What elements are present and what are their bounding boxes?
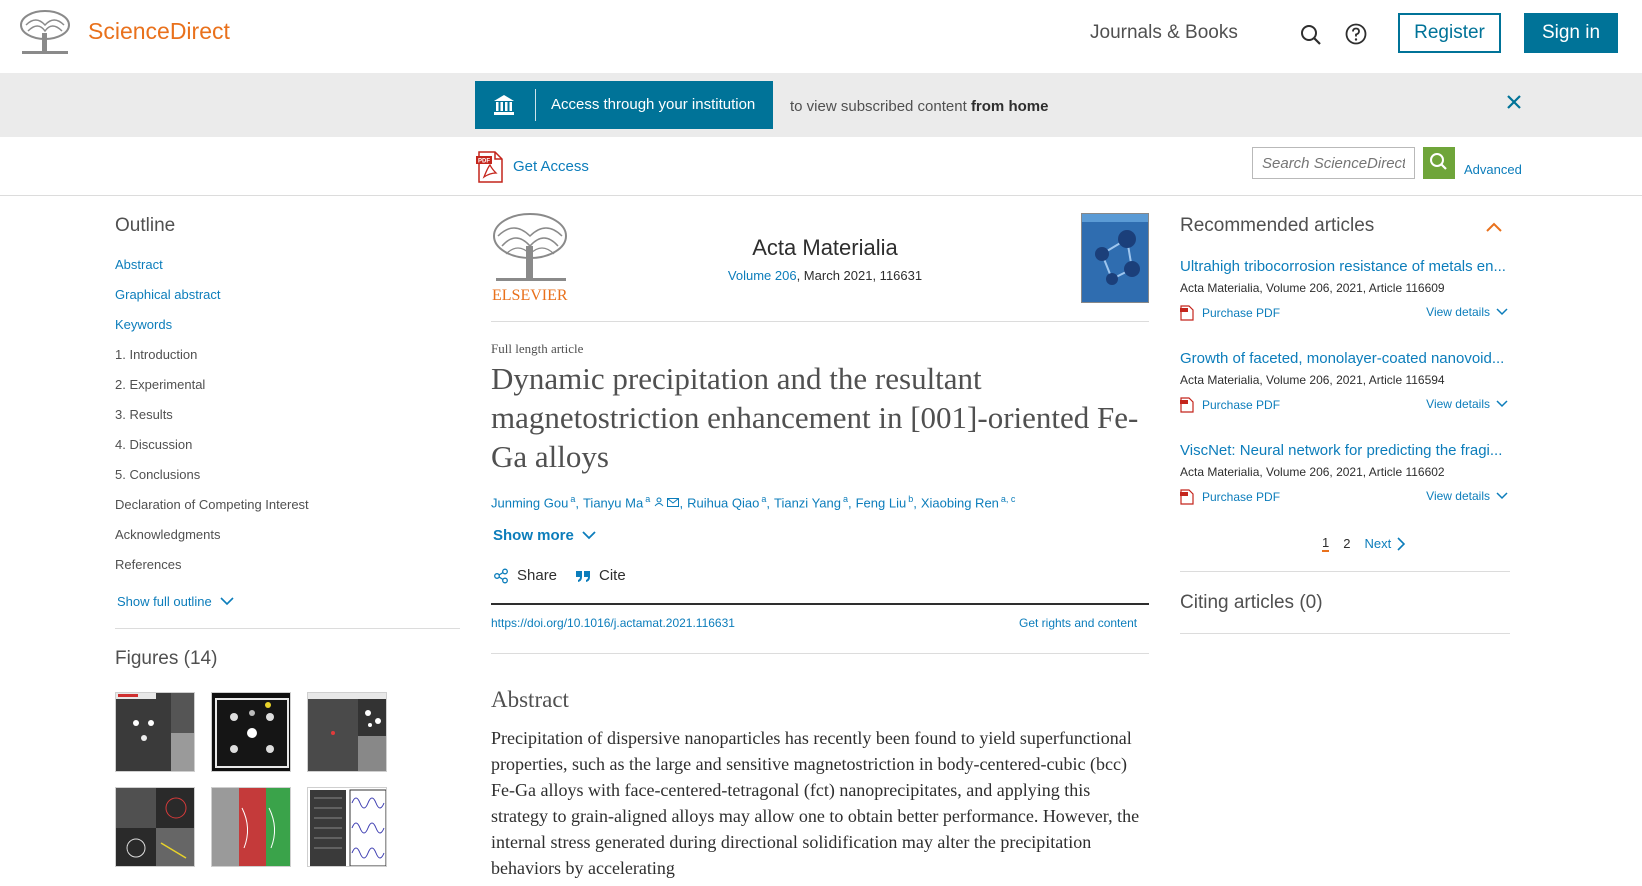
journal-cover-image[interactable]	[1081, 213, 1149, 303]
purchase-pdf-label: Purchase PDF	[1202, 306, 1281, 320]
banner-text-bold: from home	[970, 98, 1049, 115]
journal-cover-graphic	[1082, 214, 1149, 303]
journals-books-link[interactable]: Journals & Books	[1090, 22, 1238, 43]
recommended-article	[1180, 442, 1510, 509]
advanced-search-link[interactable]: Advanced	[1464, 162, 1522, 177]
recommended-divider	[1180, 571, 1510, 572]
banner-text	[790, 98, 1048, 115]
outline-item-competing-interest[interactable]: Declaration of Competing Interest	[115, 497, 309, 512]
outline-item-experimental[interactable]: 2. Experimental	[115, 377, 206, 392]
institution-icon	[492, 93, 516, 117]
figure-thumbnail[interactable]	[211, 787, 291, 867]
author-name: Tianyu Ma	[582, 495, 644, 511]
outline-item-introduction[interactable]: 1. Introduction	[115, 347, 198, 362]
outline-item-references[interactable]: References	[115, 557, 182, 572]
author-link[interactable]	[921, 494, 1016, 510]
institution-banner	[0, 73, 1642, 137]
article-toolbar	[0, 137, 1642, 196]
figure-thumbnail[interactable]	[211, 692, 291, 772]
abstract-heading: Abstract	[491, 687, 569, 712]
recommended-article-actions	[1180, 489, 1510, 509]
issue-date: , March 2021, 116631	[796, 268, 923, 283]
author-link[interactable]: Tianzi Yang $^a$,	[774, 494, 852, 511]
author-name: Feng Liu	[855, 495, 907, 511]
pdf-icon	[1180, 397, 1194, 413]
view-details-button[interactable]	[1426, 489, 1508, 503]
purchase-pdf-link[interactable]	[1180, 489, 1280, 505]
recommended-article-title[interactable]: Ultrahigh tribocorrosion resistance of metals en...	[1180, 258, 1506, 275]
recommended-pagination	[1322, 535, 1405, 552]
author-affiliation: a, c	[1000, 494, 1016, 504]
email-icon	[667, 498, 679, 507]
outline-divider	[115, 628, 460, 629]
view-details-label: View details	[1426, 489, 1490, 503]
chevron-down-icon	[1496, 308, 1508, 316]
author-list	[491, 494, 1015, 510]
outline-item-conclusions[interactable]: 5. Conclusions	[115, 467, 201, 482]
sign-in-button[interactable]: Sign in	[1524, 13, 1618, 53]
author-link[interactable]: Ruihua Qiao $^a$,	[687, 494, 770, 511]
doi-divider	[491, 603, 1149, 605]
outline-list	[115, 256, 309, 586]
figure-1-image	[116, 693, 195, 772]
show-more-label: Show more	[493, 527, 574, 544]
recommended-article-title[interactable]: ViscNet: Neural network for predicting the fragi...	[1180, 442, 1503, 459]
outline-item-keywords[interactable]: Keywords	[115, 317, 173, 332]
outline-item-abstract[interactable]: Abstract	[115, 257, 163, 272]
person-icon	[654, 497, 664, 507]
chevron-right-icon	[1397, 537, 1405, 551]
share-icon	[493, 568, 509, 584]
article-title: Dynamic precipitation and the resultant magnetostriction enhancement in [001]-oriented Fe-Ga alloys	[491, 361, 1139, 474]
help-icon[interactable]	[1345, 23, 1367, 45]
show-more-button[interactable]	[493, 527, 596, 544]
figure-thumbnail[interactable]	[307, 787, 387, 867]
author-name: Junming Gou	[491, 495, 569, 511]
doi-link[interactable]: https://doi.org/10.1016/j.actamat.2021.116631	[491, 616, 735, 630]
recommended-article-actions	[1180, 397, 1510, 417]
recommended-article-source: Acta Materialia, Volume 206, 2021, Article 116602	[1180, 465, 1445, 479]
recommended-article-title[interactable]: Growth of faceted, monolayer-coated nanovoid...	[1180, 350, 1505, 367]
journal-issue-info	[490, 268, 1160, 283]
search-icon[interactable]	[1300, 24, 1322, 46]
recommended-heading: Recommended articles	[1180, 215, 1375, 236]
svg-text:PDF: PDF	[478, 158, 490, 165]
search-input[interactable]	[1252, 147, 1415, 179]
next-page-button[interactable]	[1364, 536, 1405, 551]
share-label: Share	[517, 567, 558, 584]
citing-articles-heading[interactable]: Citing articles (0)	[1180, 592, 1323, 613]
show-full-outline-button[interactable]	[117, 594, 234, 609]
figures-heading: Figures (14)	[115, 648, 218, 669]
pdf-icon[interactable]	[476, 151, 504, 183]
purchase-pdf-link[interactable]	[1180, 397, 1280, 413]
show-full-outline-label: Show full outline	[117, 594, 212, 609]
author-affiliation: a	[842, 494, 848, 504]
view-details-label: View details	[1426, 397, 1490, 411]
abstract-divider	[491, 653, 1149, 654]
purchase-pdf-link[interactable]	[1180, 305, 1280, 321]
view-details-label: View details	[1426, 305, 1490, 319]
purchase-pdf-label: Purchase PDF	[1202, 490, 1281, 504]
journal-title[interactable]: Acta Materialia	[752, 235, 898, 260]
chevron-down-icon	[1496, 400, 1508, 408]
author-link[interactable]: Feng Liu $^b$,	[855, 494, 917, 511]
pdf-icon	[1180, 489, 1194, 505]
author-name: Ruihua Qiao	[687, 495, 760, 511]
figure-thumbnail[interactable]	[307, 692, 387, 772]
purchase-pdf-label: Purchase PDF	[1202, 398, 1281, 412]
author-affiliation: a	[570, 494, 576, 504]
citing-divider	[1180, 633, 1510, 634]
outline-heading: Outline	[115, 215, 176, 236]
figure-5-image	[212, 788, 291, 867]
cite-label: Cite	[599, 567, 626, 584]
quote-icon	[575, 569, 591, 583]
outline-item-graphical-abstract[interactable]: Graphical abstract	[115, 287, 221, 302]
chevron-up-icon[interactable]	[1485, 220, 1503, 234]
get-rights-link[interactable]: Get rights and content	[1019, 616, 1138, 630]
author-name: Tianzi Yang	[774, 495, 841, 511]
abstract-text: Precipitation of dispersive nanoparticles has recently been found to yield superfunctional properties, such as the large and sensitive magnetostriction in body-centered-cubic (bcc) Fe-Ga alloys with face-centered-tetragonal (fct) nanoprecipitates, and applying this strategy to grain-aligned alloys may allow one to obtain better performance. However, the internal stress generated during directional solidification may alter the precipitation behaviors by accelerating	[491, 728, 1140, 878]
recommended-article-actions	[1180, 305, 1510, 325]
author-link[interactable]: Tianyu Ma $^a$ ,	[582, 494, 684, 511]
figure-thumbnail[interactable]	[115, 787, 195, 867]
figure-thumbnail[interactable]	[115, 692, 195, 772]
recommended-article	[1180, 258, 1510, 325]
share-button[interactable]	[493, 567, 557, 584]
access-institution-label: Access through your institution	[551, 96, 756, 113]
figure-6-image	[308, 788, 387, 867]
outline-item-results[interactable]: 3. Results	[115, 407, 173, 422]
author-affiliation: a	[645, 494, 651, 504]
article-type: Full length article	[491, 341, 584, 356]
access-institution-button[interactable]	[475, 81, 773, 129]
top-header	[0, 0, 1642, 73]
page-2-button[interactable]: 2	[1343, 536, 1351, 551]
chevron-down-icon	[1496, 492, 1508, 500]
chevron-down-icon	[220, 597, 234, 606]
outline-item-acknowledgments[interactable]: Acknowledgments	[115, 527, 221, 542]
cite-button[interactable]	[575, 567, 626, 584]
author-affiliation: b	[908, 494, 914, 504]
close-icon[interactable]	[1506, 94, 1522, 110]
outline-item-discussion[interactable]: 4. Discussion	[115, 437, 193, 452]
search-icon	[1423, 147, 1455, 179]
page-1-button[interactable]: 1	[1322, 535, 1330, 550]
register-button[interactable]: Register	[1398, 13, 1501, 53]
header-divider	[491, 321, 1149, 322]
figure-3-image	[308, 693, 387, 772]
banner-text-prefix: to view subscribed content	[790, 98, 971, 115]
brand-name[interactable]: ScienceDirect	[88, 18, 230, 44]
institution-button-divider	[535, 89, 536, 121]
author-name: Xiaobing Ren	[920, 495, 999, 511]
search-submit-button[interactable]	[1423, 147, 1455, 179]
figure-4-image	[116, 788, 195, 867]
get-access-link[interactable]: Get Access	[513, 158, 589, 175]
recommended-article	[1180, 350, 1510, 417]
volume-link[interactable]: Volume 206	[727, 268, 797, 283]
author-affiliation: a	[761, 494, 767, 504]
figure-2-image	[212, 693, 291, 772]
view-details-button[interactable]	[1426, 397, 1508, 411]
recommended-article-source: Acta Materialia, Volume 206, 2021, Article 116609	[1180, 281, 1445, 295]
elsevier-tree-logo[interactable]	[18, 9, 72, 57]
pdf-icon	[1180, 305, 1194, 321]
svg-text:ELSEVIER: ELSEVIER	[492, 287, 568, 304]
recommended-article-source: Acta Materialia, Volume 206, 2021, Article 116594	[1180, 373, 1445, 387]
author-link[interactable]: Junming Gou $^a$,	[491, 494, 579, 511]
chevron-down-icon	[582, 531, 596, 540]
view-details-button[interactable]	[1426, 305, 1508, 319]
next-page-label: Next	[1364, 536, 1392, 551]
